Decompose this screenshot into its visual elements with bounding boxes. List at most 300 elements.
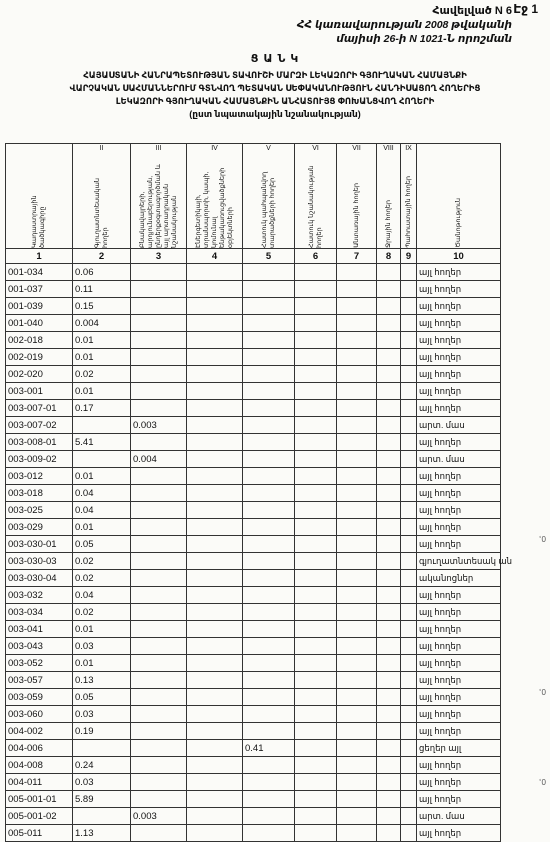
forest-land-cell [337, 298, 377, 315]
note-cell: այլ հողեր [417, 349, 501, 366]
annex-block [252, 4, 512, 46]
water-land-cell [377, 434, 401, 451]
table-row [6, 485, 501, 502]
cadastral-code-cell: 005-001-02 [6, 808, 73, 825]
roman-numeral-cell: IX [401, 144, 417, 153]
cadastral-code-cell: 003-030-01 [6, 536, 73, 553]
annex-line-3: մայիսի 26-ի N 1021-Ն որոշման [336, 33, 512, 45]
water-land-cell [377, 366, 401, 383]
settlement-land-cell [131, 315, 187, 332]
protected-land-cell [243, 366, 295, 383]
special-land-cell [295, 621, 337, 638]
reserve-land-cell [401, 808, 417, 825]
settlement-land-cell [131, 536, 187, 553]
forest-land-cell [337, 281, 377, 298]
settlement-land-cell [131, 723, 187, 740]
water-land-cell [377, 383, 401, 400]
note-cell: այլ հողեր [417, 400, 501, 417]
protected-land-cell [243, 400, 295, 417]
water-land-cell [377, 723, 401, 740]
column-header-label: Պահուստային հողեր [404, 176, 412, 248]
infrastructure-land-cell [187, 468, 243, 485]
table-row [6, 621, 501, 638]
special-land-cell [295, 417, 337, 434]
forest-land-cell [337, 808, 377, 825]
note-cell: այլ հողեր [417, 723, 501, 740]
note-cell: այլ հողեր [417, 774, 501, 791]
infrastructure-land-cell [187, 774, 243, 791]
margin-mark: ՙ0 [539, 688, 546, 697]
water-land-cell [377, 655, 401, 672]
protected-land-cell [243, 383, 295, 400]
reserve-land-cell [401, 332, 417, 349]
protected-land-cell [243, 519, 295, 536]
column-header [417, 152, 501, 249]
special-land-cell [295, 638, 337, 655]
settlement-land-cell [131, 485, 187, 502]
protected-land-cell [243, 332, 295, 349]
agricultural-land-cell [73, 451, 131, 468]
protected-land-cell [243, 536, 295, 553]
water-land-cell [377, 672, 401, 689]
agricultural-land-cell: 0.03 [73, 774, 131, 791]
settlement-land-cell [131, 519, 187, 536]
infrastructure-land-cell [187, 485, 243, 502]
roman-numeral-cell: V [243, 144, 295, 153]
forest-land-cell [337, 706, 377, 723]
forest-land-cell [337, 621, 377, 638]
column-header-label: Գյուղատնտեսական հողեր [93, 178, 109, 248]
infrastructure-land-cell [187, 723, 243, 740]
note-cell: այլ հողեր [417, 434, 501, 451]
protected-land-cell [243, 655, 295, 672]
note-cell: այլ հողեր [417, 468, 501, 485]
table-row [6, 264, 501, 281]
settlement-land-cell: 0.003 [131, 417, 187, 434]
settlement-land-cell [131, 689, 187, 706]
special-land-cell [295, 570, 337, 587]
settlement-land-cell [131, 621, 187, 638]
note-cell: այլ հողեր [417, 332, 501, 349]
agricultural-land-cell [73, 417, 131, 434]
table-row [6, 315, 501, 332]
cadastral-code-cell: 004-008 [6, 757, 73, 774]
special-land-cell [295, 604, 337, 621]
water-land-cell [377, 553, 401, 570]
protected-land-cell [243, 434, 295, 451]
agricultural-land-cell: 5.89 [73, 791, 131, 808]
roman-numeral-row [6, 144, 501, 153]
water-land-cell [377, 791, 401, 808]
special-land-cell [295, 808, 337, 825]
forest-land-cell [337, 570, 377, 587]
reserve-land-cell [401, 791, 417, 808]
protected-land-cell [243, 315, 295, 332]
table-row [6, 740, 501, 757]
special-land-cell [295, 655, 337, 672]
forest-land-cell [337, 502, 377, 519]
water-land-cell [377, 757, 401, 774]
reserve-land-cell [401, 655, 417, 672]
special-land-cell [295, 281, 337, 298]
agricultural-land-cell: 0.05 [73, 536, 131, 553]
reserve-land-cell [401, 417, 417, 434]
infrastructure-land-cell [187, 672, 243, 689]
reserve-land-cell [401, 434, 417, 451]
forest-land-cell [337, 757, 377, 774]
reserve-land-cell [401, 723, 417, 740]
settlement-land-cell [131, 383, 187, 400]
water-land-cell [377, 536, 401, 553]
table-row [6, 757, 501, 774]
agricultural-land-cell: 0.01 [73, 519, 131, 536]
column-header-label: Անտառային հողեր [352, 183, 360, 248]
cadastral-code-cell: 002-020 [6, 366, 73, 383]
protected-land-cell [243, 672, 295, 689]
note-cell: այլ հողեր [417, 281, 501, 298]
cadastral-code-cell: 003-018 [6, 485, 73, 502]
agricultural-land-cell: 1.13 [73, 825, 131, 842]
column-header [337, 152, 377, 249]
column-header-label: Կադաստրային ծածկագիրը [31, 195, 46, 248]
infrastructure-land-cell [187, 315, 243, 332]
page-number: Էջ 1 [513, 2, 538, 16]
table-row [6, 298, 501, 315]
water-land-cell [377, 587, 401, 604]
protected-land-cell [243, 689, 295, 706]
special-land-cell [295, 298, 337, 315]
land-table [5, 143, 513, 842]
annex-line-1: Հավելված N 6 [432, 5, 512, 17]
reserve-land-cell [401, 366, 417, 383]
column-header-label: Ջրային հողեր [384, 200, 392, 248]
agricultural-land-cell: 0.04 [73, 485, 131, 502]
forest-land-cell [337, 383, 377, 400]
cadastral-code-cell: 003-034 [6, 604, 73, 621]
column-number-row [6, 249, 501, 264]
note-cell: այլ հողեր [417, 366, 501, 383]
note-cell: այլ հողեր [417, 757, 501, 774]
forest-land-cell [337, 366, 377, 383]
reserve-land-cell [401, 485, 417, 502]
settlement-land-cell: 0.003 [131, 808, 187, 825]
water-land-cell [377, 417, 401, 434]
settlement-land-cell [131, 468, 187, 485]
forest-land-cell [337, 400, 377, 417]
protected-land-cell [243, 825, 295, 842]
infrastructure-land-cell [187, 587, 243, 604]
note-cell: այլ հողեր [417, 791, 501, 808]
agricultural-land-cell [73, 740, 131, 757]
cadastral-code-cell: 003-041 [6, 621, 73, 638]
settlement-land-cell [131, 570, 187, 587]
settlement-land-cell: 0.004 [131, 451, 187, 468]
reserve-land-cell [401, 349, 417, 366]
special-land-cell [295, 366, 337, 383]
note-cell: արտ. մաս [417, 451, 501, 468]
column-header [243, 152, 295, 249]
table-row [6, 638, 501, 655]
title-line-3: ԼԵԿԱԶՈՐԻ ԳՅՈՒՂԱԿԱՆ ՀԱՄԱՅՆՔԻՆ ԱՆՀԱՏՈՒՅՑ ՓՈԽԱՆՑՎՈՂ ՀՈՂԵՐԻ [115, 96, 435, 106]
cadastral-code-cell: 003-025 [6, 502, 73, 519]
settlement-land-cell [131, 553, 187, 570]
roman-numeral-cell: VI [295, 144, 337, 153]
water-land-cell [377, 621, 401, 638]
cadastral-code-cell: 002-018 [6, 332, 73, 349]
water-land-cell [377, 349, 401, 366]
note-cell: այլ հողեր [417, 638, 501, 655]
water-land-cell [377, 502, 401, 519]
column-header [131, 152, 187, 249]
cadastral-code-cell: 004-002 [6, 723, 73, 740]
reserve-land-cell [401, 774, 417, 791]
table-row [6, 366, 501, 383]
table-row [6, 825, 501, 842]
infrastructure-land-cell [187, 536, 243, 553]
note-cell: այլ հողեր [417, 604, 501, 621]
special-land-cell [295, 740, 337, 757]
special-land-cell [295, 332, 337, 349]
cadastral-code-cell: 001-037 [6, 281, 73, 298]
special-land-cell [295, 502, 337, 519]
special-land-cell [295, 757, 337, 774]
infrastructure-land-cell [187, 349, 243, 366]
infrastructure-land-cell [187, 791, 243, 808]
reserve-land-cell [401, 825, 417, 842]
protected-land-cell [243, 706, 295, 723]
note-cell: այլ հողեր [417, 655, 501, 672]
protected-land-cell [243, 451, 295, 468]
special-land-cell [295, 774, 337, 791]
column-number: 10 [417, 249, 501, 264]
water-land-cell [377, 706, 401, 723]
settlement-land-cell [131, 332, 187, 349]
table-row [6, 502, 501, 519]
table-row [6, 808, 501, 825]
settlement-land-cell [131, 791, 187, 808]
infrastructure-land-cell [187, 757, 243, 774]
infrastructure-land-cell [187, 604, 243, 621]
forest-land-cell [337, 519, 377, 536]
protected-land-cell [243, 349, 295, 366]
agricultural-land-cell: 0.02 [73, 553, 131, 570]
roman-numeral-cell [417, 144, 501, 153]
note-cell: ցեղեր այլ [417, 740, 501, 757]
table-row [6, 468, 501, 485]
agricultural-land-cell: 0.05 [73, 689, 131, 706]
agricultural-land-cell: 0.19 [73, 723, 131, 740]
settlement-land-cell [131, 400, 187, 417]
reserve-land-cell [401, 689, 417, 706]
cadastral-code-cell: 003-030-03 [6, 553, 73, 570]
special-land-cell [295, 825, 337, 842]
cadastral-code-cell: 003-060 [6, 706, 73, 723]
reserve-land-cell [401, 383, 417, 400]
table-row [6, 553, 501, 570]
settlement-land-cell [131, 638, 187, 655]
settlement-land-cell [131, 366, 187, 383]
agricultural-land-cell: 0.01 [73, 349, 131, 366]
settlement-land-cell [131, 706, 187, 723]
reserve-land-cell [401, 264, 417, 281]
special-land-cell [295, 468, 337, 485]
agricultural-land-cell: 0.24 [73, 757, 131, 774]
infrastructure-land-cell [187, 332, 243, 349]
column-number: 3 [131, 249, 187, 264]
protected-land-cell [243, 468, 295, 485]
infrastructure-land-cell [187, 621, 243, 638]
forest-land-cell [337, 417, 377, 434]
agricultural-land-cell: 0.11 [73, 281, 131, 298]
infrastructure-land-cell [187, 808, 243, 825]
infrastructure-land-cell [187, 638, 243, 655]
table-row [6, 434, 501, 451]
table-row [6, 400, 501, 417]
reserve-land-cell [401, 570, 417, 587]
water-land-cell [377, 808, 401, 825]
title-line-4: (ըստ նպատակային նշանակության) [189, 109, 361, 119]
infrastructure-land-cell [187, 825, 243, 842]
water-land-cell [377, 740, 401, 757]
cadastral-code-cell: 003-043 [6, 638, 73, 655]
column-header-label: Հատուկ նշանակության հողեր [307, 165, 323, 248]
cadastral-code-cell: 005-001-01 [6, 791, 73, 808]
column-number: 6 [295, 249, 337, 264]
water-land-cell [377, 604, 401, 621]
forest-land-cell [337, 485, 377, 502]
protected-land-cell [243, 774, 295, 791]
infrastructure-land-cell [187, 655, 243, 672]
water-land-cell [377, 332, 401, 349]
roman-numeral-cell [6, 144, 73, 153]
special-land-cell [295, 349, 337, 366]
reserve-land-cell [401, 672, 417, 689]
agricultural-land-cell: 0.15 [73, 298, 131, 315]
agricultural-land-cell: 0.01 [73, 621, 131, 638]
special-land-cell [295, 485, 337, 502]
protected-land-cell [243, 553, 295, 570]
agricultural-land-cell: 0.004 [73, 315, 131, 332]
forest-land-cell [337, 825, 377, 842]
column-header [401, 152, 417, 249]
title-word: Ց Ա Ն Կ [250, 53, 300, 65]
settlement-land-cell [131, 825, 187, 842]
forest-land-cell [337, 655, 377, 672]
forest-land-cell [337, 264, 377, 281]
column-header [187, 152, 243, 249]
margin-mark: ՙ0 [539, 535, 546, 544]
forest-land-cell [337, 315, 377, 332]
agricultural-land-cell: 0.02 [73, 366, 131, 383]
protected-land-cell [243, 621, 295, 638]
cadastral-code-cell: 001-040 [6, 315, 73, 332]
protected-land-cell [243, 417, 295, 434]
water-land-cell [377, 638, 401, 655]
agricultural-land-cell: 0.01 [73, 468, 131, 485]
table-row [6, 774, 501, 791]
protected-land-cell [243, 757, 295, 774]
protected-land-cell [243, 281, 295, 298]
water-land-cell [377, 468, 401, 485]
infrastructure-land-cell [187, 281, 243, 298]
reserve-land-cell [401, 281, 417, 298]
cadastral-code-cell: 003-029 [6, 519, 73, 536]
table-row [6, 723, 501, 740]
settlement-land-cell [131, 349, 187, 366]
cadastral-code-cell: 003-007-01 [6, 400, 73, 417]
table-row [6, 519, 501, 536]
column-header [377, 152, 401, 249]
agricultural-land-cell: 0.02 [73, 570, 131, 587]
reserve-land-cell [401, 400, 417, 417]
protected-land-cell [243, 723, 295, 740]
settlement-land-cell [131, 587, 187, 604]
note-cell: այլ հողեր [417, 315, 501, 332]
cadastral-code-cell: 003-057 [6, 672, 73, 689]
cadastral-code-cell: 004-006 [6, 740, 73, 757]
protected-land-cell [243, 604, 295, 621]
protected-land-cell [243, 485, 295, 502]
cadastral-code-cell: 001-039 [6, 298, 73, 315]
note-cell: այլ հողեր [417, 298, 501, 315]
forest-land-cell [337, 468, 377, 485]
note-cell: այլ հողեր [417, 485, 501, 502]
settlement-land-cell [131, 264, 187, 281]
infrastructure-land-cell [187, 383, 243, 400]
note-cell: այլ հողեր [417, 672, 501, 689]
table-row [6, 570, 501, 587]
infrastructure-land-cell [187, 553, 243, 570]
cadastral-code-cell: 003-059 [6, 689, 73, 706]
cadastral-code-cell: 001-034 [6, 264, 73, 281]
infrastructure-land-cell [187, 570, 243, 587]
cadastral-code-cell: 003-009-02 [6, 451, 73, 468]
forest-land-cell [337, 587, 377, 604]
column-header [73, 152, 131, 249]
water-land-cell [377, 485, 401, 502]
settlement-land-cell [131, 655, 187, 672]
cadastral-code-cell: 003-001 [6, 383, 73, 400]
agricultural-land-cell: 0.04 [73, 587, 131, 604]
table-row [6, 536, 501, 553]
cadastral-code-cell: 003-007-02 [6, 417, 73, 434]
special-land-cell [295, 451, 337, 468]
forest-land-cell [337, 553, 377, 570]
infrastructure-land-cell [187, 417, 243, 434]
settlement-land-cell [131, 774, 187, 791]
reserve-land-cell [401, 757, 417, 774]
water-land-cell [377, 519, 401, 536]
column-number: 7 [337, 249, 377, 264]
reserve-land-cell [401, 553, 417, 570]
agricultural-land-cell: 0.13 [73, 672, 131, 689]
special-land-cell [295, 434, 337, 451]
note-cell: գյուղատնտեսակ ան [417, 553, 501, 570]
special-land-cell [295, 672, 337, 689]
reserve-land-cell [401, 468, 417, 485]
cadastral-code-cell: 002-019 [6, 349, 73, 366]
settlement-land-cell [131, 604, 187, 621]
special-land-cell [295, 519, 337, 536]
protected-land-cell [243, 808, 295, 825]
column-number: 9 [401, 249, 417, 264]
note-cell: արտ. մաս [417, 417, 501, 434]
settlement-land-cell [131, 298, 187, 315]
reserve-land-cell [401, 621, 417, 638]
table-row [6, 451, 501, 468]
forest-land-cell [337, 638, 377, 655]
protected-land-cell: 0.41 [243, 740, 295, 757]
